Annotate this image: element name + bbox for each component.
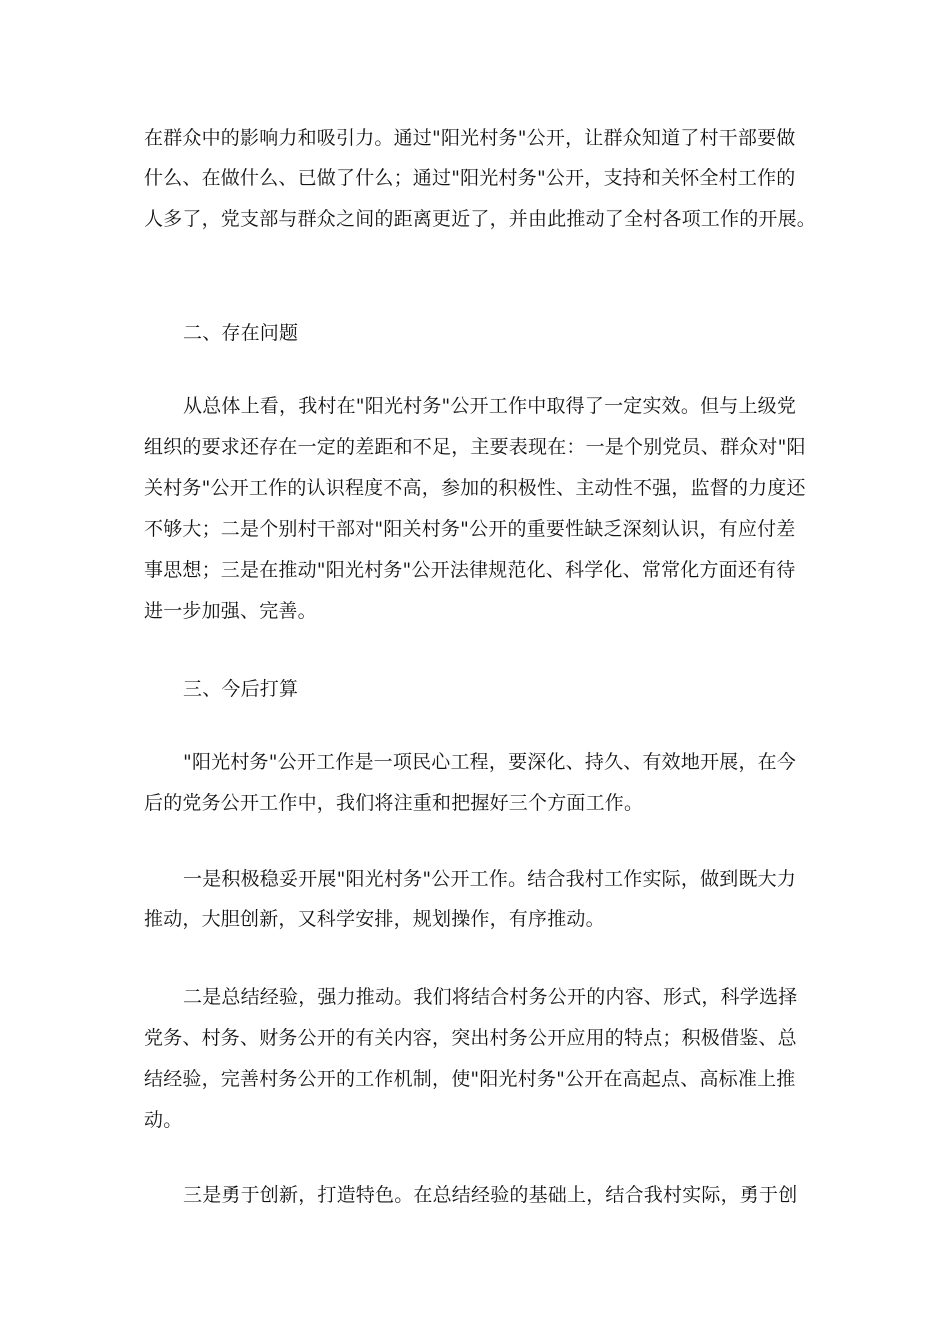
paragraph-2-line-1: 从总体上看，我村在"阳光村务"公开工作中取得了一定实效。但与上级党 <box>183 395 797 417</box>
paragraph-2-line-6: 进一步加强、完善。 <box>144 600 317 622</box>
paragraph-3-line-1: "阳光村务"公开工作是一项民心工程，要深化、持久、有效地开展，在今 <box>183 751 797 773</box>
paragraph-5-line-3: 结经验，完善村务公开的工作机制，使"阳光村务"公开在高起点、高标准上推 <box>144 1068 796 1090</box>
paragraph-5-line-2: 党务、村务、财务公开的有关内容，突出村务公开应用的特点；积极借鉴、总 <box>144 1027 797 1049</box>
paragraph-1-line-1: 在群众中的影响力和吸引力。通过"阳光村务"公开，让群众知道了村干部要做 <box>144 127 796 149</box>
paragraph-1-line-3: 人多了，党支部与群众之间的距离更近了，并由此推动了全村各项工作的开展。 <box>144 208 817 230</box>
section-heading-problems: 二、存在问题 <box>183 322 299 344</box>
paragraph-2-line-4: 不够大；二是个别村干部对"阳关村务"公开的重要性缺乏深刻认识，有应付差 <box>144 518 796 540</box>
paragraph-3-line-2: 后的党务公开工作中，我们将注重和把握好三个方面工作。 <box>144 792 644 814</box>
paragraph-6-line-1: 三是勇于创新，打造特色。在总结经验的基础上，结合我村实际，勇于创 <box>183 1184 798 1206</box>
paragraph-5-line-1: 二是总结经验，强力推动。我们将结合村务公开的内容、形式，科学选择 <box>183 986 798 1008</box>
paragraph-2-line-5: 事思想；三是在推动"阳光村务"公开法律规范化、科学化、常常化方面还有待 <box>144 559 796 581</box>
paragraph-2-line-3: 关村务"公开工作的认识程度不高，参加的积极性、主动性不强，监督的力度还 <box>144 477 806 499</box>
paragraph-4-line-2: 推动，大胆创新，又科学安排，规划操作，有序推动。 <box>144 908 605 930</box>
paragraph-2-line-2: 组织的要求还存在一定的差距和不足，主要表现在：一是个别党员、群众对"阳 <box>144 436 806 458</box>
section-heading-plans: 三、今后打算 <box>183 678 299 700</box>
paragraph-4-line-1: 一是积极稳妥开展"阳光村务"公开工作。结合我村工作实际，做到既大力 <box>183 868 797 890</box>
paragraph-1-line-2: 什么、在做什么、已做了什么；通过"阳光村务"公开，支持和关怀全村工作的 <box>144 167 796 189</box>
paragraph-5-line-4: 动。 <box>144 1109 183 1131</box>
